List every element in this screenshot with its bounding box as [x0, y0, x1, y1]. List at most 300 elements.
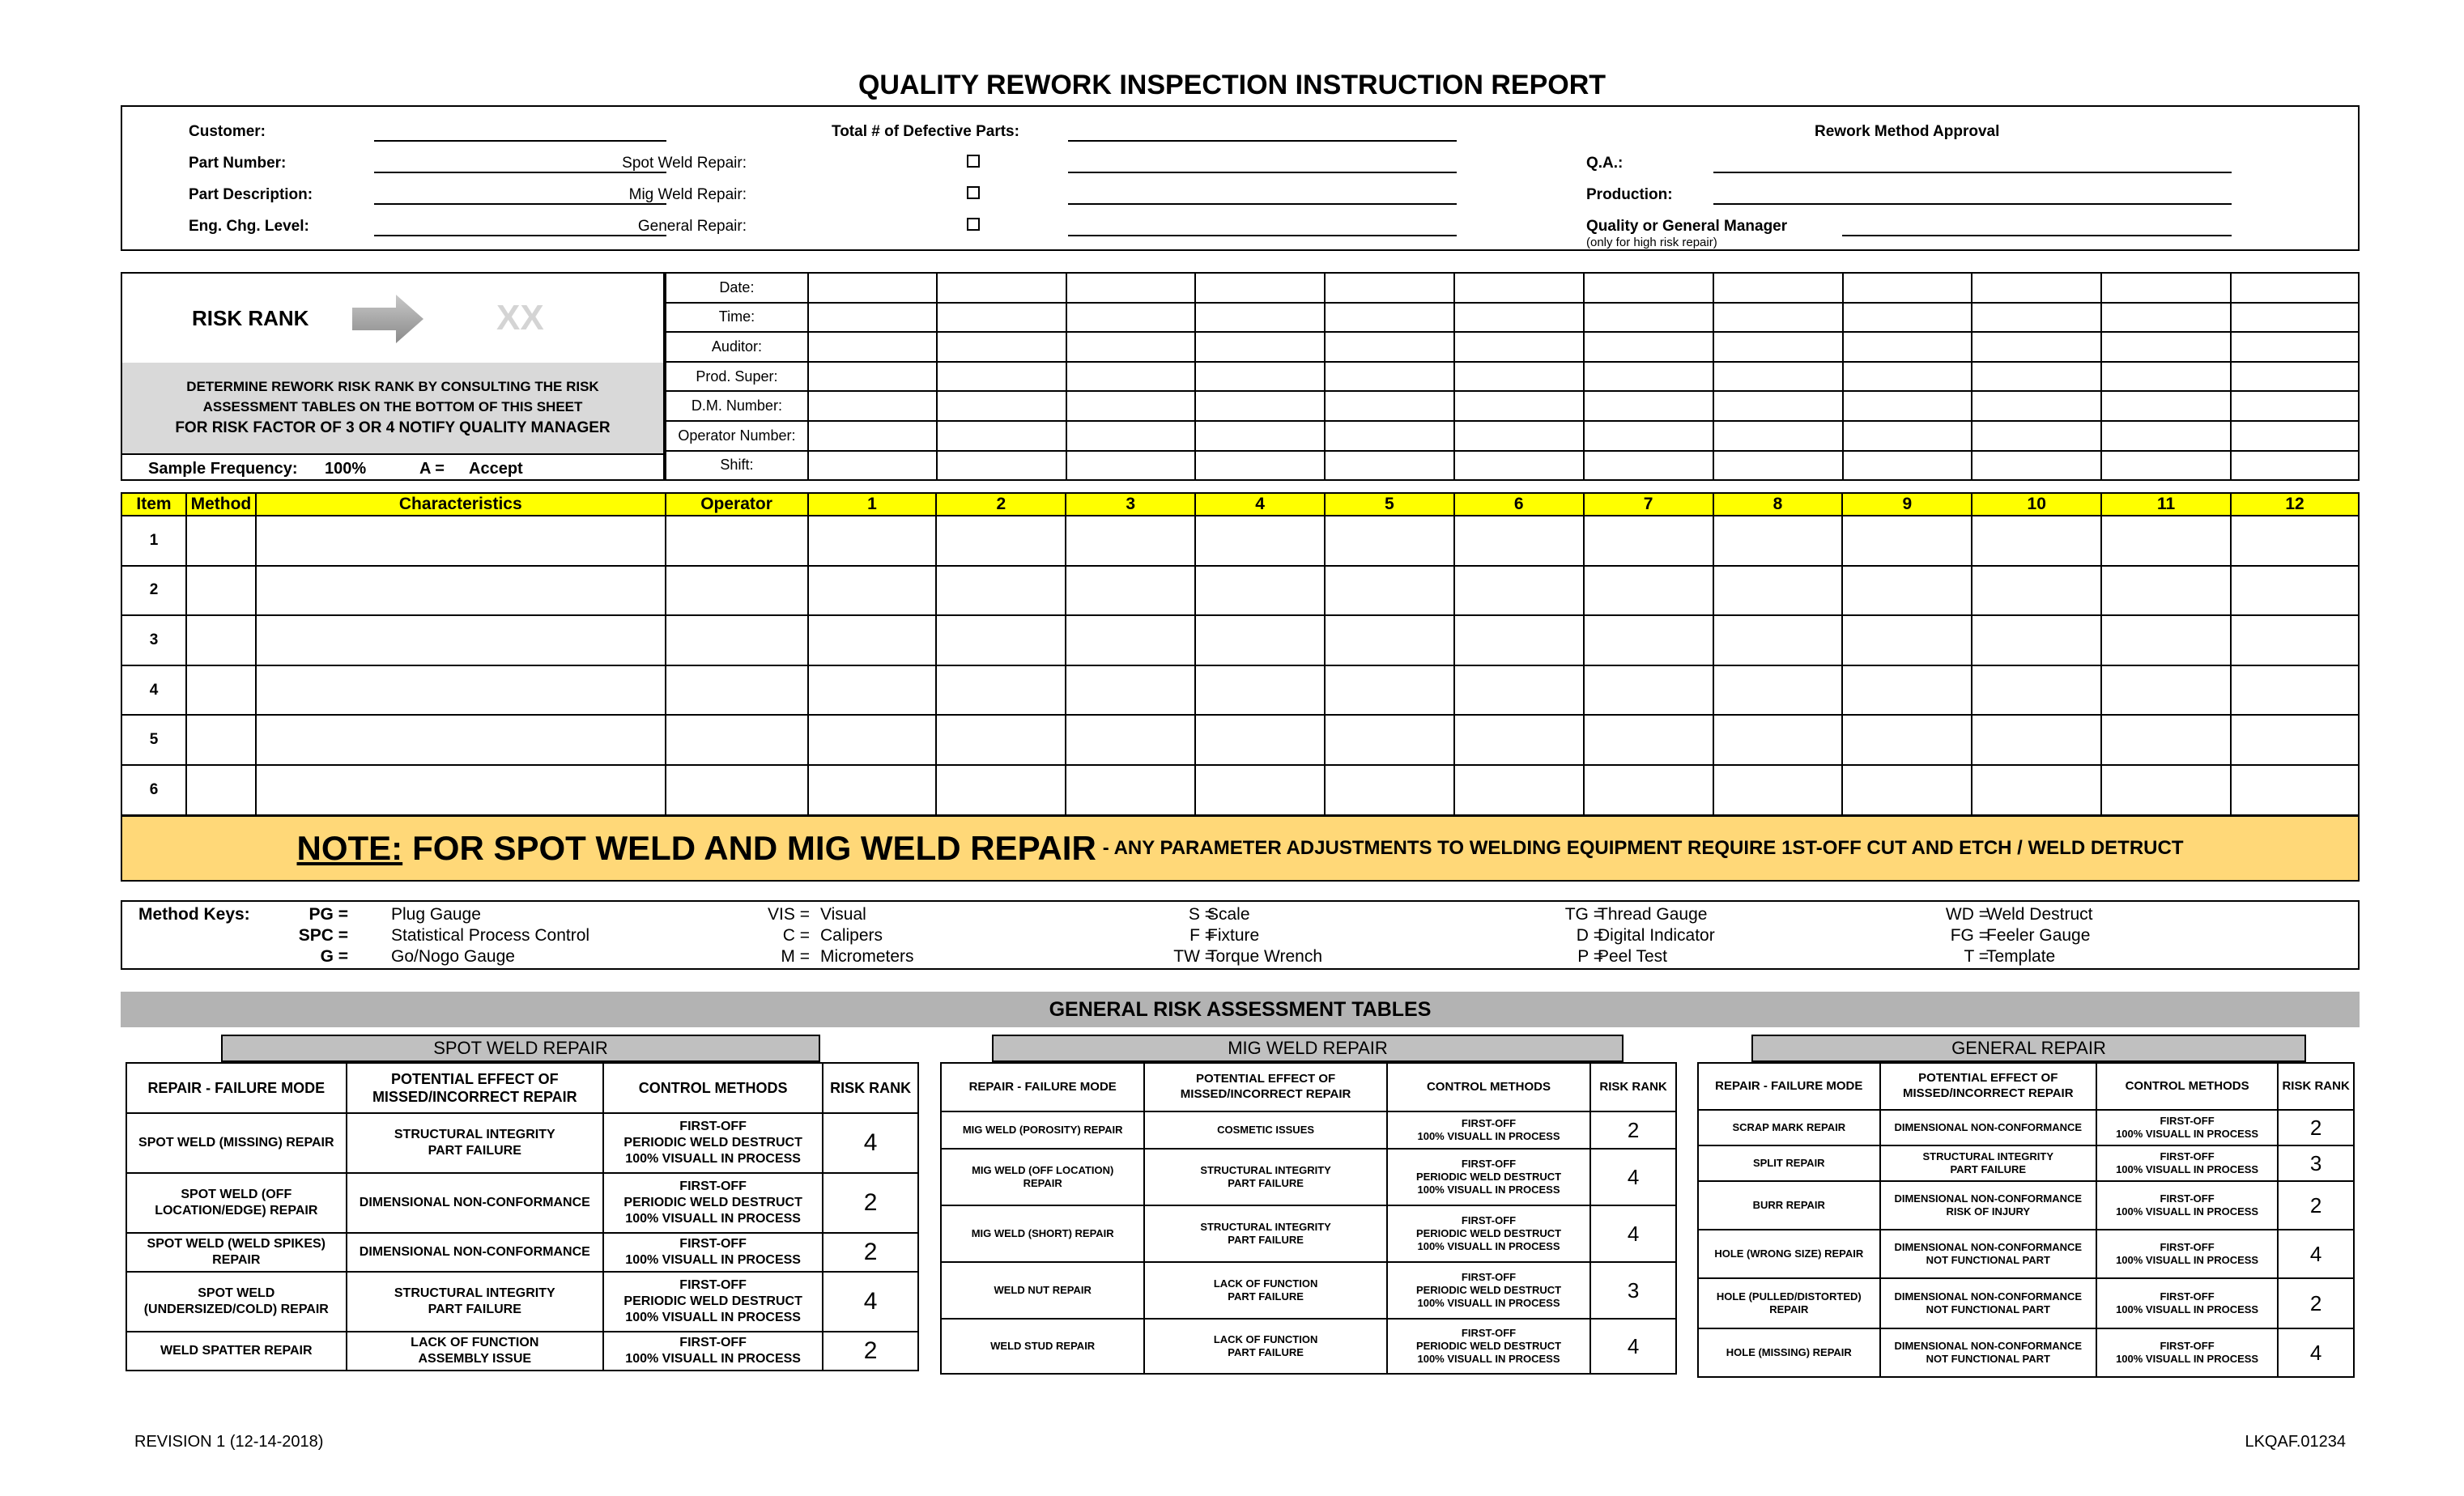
sample-column-header: 3	[1066, 493, 1195, 516]
control-methods-cell: FIRST-OFF PERIODIC WELD DESTRUCT 100% VISUALL IN PROCESS	[603, 1272, 823, 1332]
grid-cell[interactable]	[1195, 765, 1325, 815]
sample-column-header: 9	[1842, 493, 1972, 516]
info-cell[interactable]	[2231, 273, 2359, 303]
customer-label: Customer:	[189, 123, 266, 140]
note-label: NOTE:	[296, 829, 403, 867]
grid-cell[interactable]	[808, 516, 937, 566]
customer-field[interactable]	[374, 140, 666, 142]
effect-header-line-1: POTENTIAL EFFECT OF	[390, 1070, 559, 1087]
characteristics-grid	[121, 492, 2360, 816]
grid-cell[interactable]	[1454, 715, 1584, 765]
grid-cell[interactable]	[2101, 765, 2231, 815]
failure-mode-cell: HOLE (MISSING) REPAIR	[1698, 1328, 1880, 1377]
general-repair-checkbox[interactable]	[967, 218, 980, 231]
grid-cell[interactable]	[1066, 765, 1195, 815]
info-cell[interactable]	[808, 451, 937, 481]
grid-cell[interactable]	[1842, 715, 1972, 765]
grid-cell[interactable]	[666, 566, 808, 616]
info-cell[interactable]	[1195, 451, 1325, 481]
info-cell[interactable]	[808, 303, 937, 333]
info-cell[interactable]	[1195, 273, 1325, 303]
grid-cell[interactable]	[1454, 665, 1584, 716]
control-methods-cell: FIRST-OFF 100% VISUALL IN PROCESS	[603, 1332, 823, 1371]
grid-cell[interactable]	[666, 615, 808, 665]
info-cell[interactable]	[1713, 451, 1843, 481]
sample-column-header: 11	[2101, 493, 2231, 516]
info-cell[interactable]	[1066, 273, 1196, 303]
grid-cell[interactable]	[1713, 516, 1843, 566]
spot-weld-repair-checkbox[interactable]	[967, 155, 980, 168]
grid-cell[interactable]	[2101, 615, 2231, 665]
failure-mode-cell: SPOT WELD (MISSING) REPAIR	[126, 1113, 347, 1173]
grid-cell[interactable]	[256, 715, 666, 765]
sample-column-header: 4	[1195, 493, 1325, 516]
info-cell[interactable]	[1713, 391, 1843, 421]
info-cell[interactable]	[1325, 273, 1454, 303]
info-cell[interactable]	[1843, 391, 1972, 421]
grid-cell[interactable]	[1325, 516, 1454, 566]
grid-cell[interactable]	[1454, 516, 1584, 566]
grid-cell[interactable]	[1195, 516, 1325, 566]
risk-rank-cell: 2	[823, 1173, 918, 1233]
control-methods-cell: FIRST-OFF PERIODIC WELD DESTRUCT 100% VISUALL IN PROCESS	[1387, 1319, 1590, 1374]
grid-cell[interactable]	[2101, 516, 2231, 566]
document-code: LKQAF.01234	[2245, 1433, 2346, 1451]
info-cell[interactable]	[1066, 303, 1196, 333]
grid-cell[interactable]	[186, 765, 256, 815]
potential-effect-cell: DIMENSIONAL NON-CONFORMANCE	[347, 1233, 603, 1272]
info-cell[interactable]	[937, 332, 1066, 362]
failure-mode-cell: SPOT WELD (UNDERSIZED/COLD) REPAIR	[126, 1272, 347, 1332]
page-title: QUALITY REWORK INSPECTION INSTRUCTION REPORT	[858, 70, 1606, 100]
info-cell[interactable]	[1325, 451, 1454, 481]
grid-cell[interactable]	[2231, 615, 2359, 665]
grid-cell[interactable]	[666, 665, 808, 716]
grid-cell[interactable]	[1972, 715, 2101, 765]
info-cell[interactable]	[1843, 303, 1972, 333]
info-cell[interactable]	[1454, 273, 1584, 303]
note-detail: - ANY PARAMETER ADJUSTMENTS TO WELDING EQUIPMENT REQUIRE 1ST-OFF CUT AND ETCH / WELD DETRUCT	[1102, 837, 2184, 859]
info-cell[interactable]	[937, 303, 1066, 333]
info-cell[interactable]	[1195, 421, 1325, 451]
risk-rank-cell: 4	[1590, 1205, 1676, 1262]
grid-cell[interactable]	[808, 615, 937, 665]
failure-mode-header: REPAIR - FAILURE MODE	[126, 1063, 347, 1113]
info-cell[interactable]	[2101, 451, 2231, 481]
control-methods-cell: FIRST-OFF PERIODIC WELD DESTRUCT 100% VISUALL IN PROCESS	[1387, 1262, 1590, 1319]
info-cell[interactable]	[1843, 332, 1972, 362]
info-cell[interactable]	[2101, 421, 2231, 451]
info-cell[interactable]	[1843, 451, 1972, 481]
grid-cell[interactable]	[1454, 566, 1584, 616]
info-cell[interactable]	[1066, 391, 1196, 421]
grid-cell[interactable]	[256, 566, 666, 616]
sample-column-header: 7	[1584, 493, 1713, 516]
grid-cell[interactable]	[186, 665, 256, 716]
table-row	[126, 1113, 918, 1173]
fg-desc: Feeler Gauge	[1986, 926, 2091, 945]
info-cell[interactable]	[1454, 391, 1584, 421]
potential-effect-cell: LACK OF FUNCTION PART FAILURE	[1144, 1319, 1386, 1374]
grid-cell[interactable]	[1842, 566, 1972, 616]
quality-manager-field[interactable]	[1842, 235, 2232, 236]
grid-cell[interactable]	[1713, 765, 1843, 815]
grid-cell[interactable]	[186, 715, 256, 765]
tg-code: TG =	[1564, 905, 1603, 924]
info-cell[interactable]	[1972, 391, 2101, 421]
grid-cell[interactable]	[256, 615, 666, 665]
risk-instruction-band	[122, 363, 663, 453]
info-cell[interactable]	[1066, 332, 1196, 362]
info-cell[interactable]	[1195, 332, 1325, 362]
mig-weld-repair-checkbox[interactable]	[967, 186, 980, 199]
info-cell[interactable]	[2101, 273, 2231, 303]
grid-cell[interactable]	[2231, 516, 2359, 566]
grid-cell[interactable]	[1584, 566, 1713, 616]
info-cell[interactable]	[1454, 451, 1584, 481]
info-cell[interactable]	[1066, 421, 1196, 451]
info-cell[interactable]	[1325, 303, 1454, 333]
eng-chg-level-field[interactable]	[374, 235, 666, 236]
info-cell[interactable]	[1584, 421, 1713, 451]
t-code: T =	[1964, 947, 1989, 966]
info-cell[interactable]	[1843, 421, 1972, 451]
risk-table-header-row	[941, 1063, 1676, 1111]
info-cell[interactable]	[2101, 332, 2231, 362]
info-cell[interactable]	[1843, 273, 1972, 303]
grid-cell[interactable]	[936, 715, 1066, 765]
control-methods-cell: FIRST-OFF 100% VISUALL IN PROCESS	[2096, 1110, 2278, 1145]
table-row	[126, 1233, 918, 1272]
grid-cell[interactable]	[256, 516, 666, 566]
info-row	[666, 391, 2359, 421]
grid-cell[interactable]	[1066, 615, 1195, 665]
grid-cell[interactable]	[1842, 765, 1972, 815]
revision-label: REVISION 1 (12-14-2018)	[134, 1433, 324, 1451]
grid-cell[interactable]	[256, 665, 666, 716]
failure-mode-cell: MIG WELD (POROSITY) REPAIR	[941, 1111, 1144, 1149]
table-row	[1698, 1230, 2354, 1278]
a-label: A =	[419, 460, 445, 478]
info-row	[666, 451, 2359, 481]
info-cell[interactable]	[2101, 391, 2231, 421]
info-cell[interactable]	[1454, 362, 1584, 392]
grid-cell[interactable]	[1713, 665, 1843, 716]
risk-rank-cell: 4	[823, 1272, 918, 1332]
grid-cell[interactable]	[2231, 566, 2359, 616]
grid-cell[interactable]	[2231, 665, 2359, 716]
grid-cell[interactable]	[1195, 566, 1325, 616]
grid-cell[interactable]	[2231, 765, 2359, 815]
risk-rank-cell: 3	[1590, 1262, 1676, 1319]
grid-cell[interactable]	[1325, 665, 1454, 716]
total-defective-field[interactable]	[1068, 140, 1457, 142]
info-cell[interactable]	[1454, 421, 1584, 451]
effect-header-line-2: MISSED/INCORRECT REPAIR	[1180, 1087, 1351, 1101]
potential-effect-cell: DIMENSIONAL NON-CONFORMANCE	[347, 1173, 603, 1233]
risk-rank-header: RISK RANK	[2278, 1063, 2354, 1110]
table-row	[126, 1173, 918, 1233]
info-cell[interactable]	[1972, 421, 2101, 451]
info-cell[interactable]	[1454, 332, 1584, 362]
grid-cell[interactable]	[1713, 615, 1843, 665]
info-cell[interactable]	[1066, 362, 1196, 392]
risk-table-header-row	[1698, 1063, 2354, 1110]
grid-cell[interactable]	[1842, 615, 1972, 665]
general-repair-risk-table	[1697, 1062, 2355, 1378]
info-cell[interactable]	[1713, 303, 1843, 333]
info-cell[interactable]	[1713, 421, 1843, 451]
operator-column-header: Operator	[666, 493, 808, 516]
grid-cell[interactable]	[2101, 566, 2231, 616]
grid-cell[interactable]	[1584, 615, 1713, 665]
info-cell[interactable]	[1325, 332, 1454, 362]
info-cell[interactable]	[1972, 273, 2101, 303]
potential-effect-cell: DIMENSIONAL NON-CONFORMANCE NOT FUNCTIONAL PART	[1880, 1278, 2096, 1328]
info-cell[interactable]	[2231, 391, 2359, 421]
risk-rank-cell: 2	[1590, 1111, 1676, 1149]
instruction-line-3: FOR RISK FACTOR OF 3 OR 4 NOTIFY QUALITY MANAGER	[175, 419, 611, 436]
sample-column-header: 6	[1454, 493, 1584, 516]
grid-cell[interactable]	[666, 715, 808, 765]
grid-cell[interactable]	[1584, 516, 1713, 566]
info-row-label: Shift:	[666, 451, 808, 481]
info-row-label: Date:	[666, 273, 808, 303]
risk-rank-cell: 4	[1590, 1319, 1676, 1374]
info-cell[interactable]	[808, 421, 937, 451]
item-number: 1	[121, 516, 186, 566]
risk-table-header-row	[126, 1063, 918, 1113]
grid-cell[interactable]	[256, 765, 666, 815]
info-row-label: Operator Number:	[666, 421, 808, 451]
s-code: S =	[1188, 905, 1215, 924]
info-cell[interactable]	[1066, 451, 1196, 481]
info-row	[666, 421, 2359, 451]
failure-mode-cell: MIG WELD (SHORT) REPAIR	[941, 1205, 1144, 1262]
table-row	[1698, 1145, 2354, 1181]
sample-column-header: 2	[936, 493, 1066, 516]
info-cell[interactable]	[937, 451, 1066, 481]
info-cell[interactable]	[1713, 362, 1843, 392]
info-cell[interactable]	[1325, 391, 1454, 421]
info-cell[interactable]	[1713, 332, 1843, 362]
info-cell[interactable]	[2231, 421, 2359, 451]
effect-header-line-2: MISSED/INCORRECT REPAIR	[1902, 1086, 2074, 1100]
table-row	[941, 1149, 1676, 1205]
spot-weld-repair-label: Spot Weld Repair:	[622, 155, 747, 172]
grid-cell[interactable]	[808, 665, 937, 716]
info-cell[interactable]	[1584, 362, 1713, 392]
rework-method-approval-label: Rework Method Approval	[1815, 123, 2000, 140]
table-row	[941, 1205, 1676, 1262]
grid-cell[interactable]	[2231, 715, 2359, 765]
grid-cell[interactable]	[1584, 665, 1713, 716]
info-cell[interactable]	[1454, 303, 1584, 333]
info-cell[interactable]	[2101, 303, 2231, 333]
risk-rank-label: RISK RANK	[192, 306, 309, 330]
grid-cell[interactable]	[1972, 615, 2101, 665]
production-field[interactable]	[1713, 203, 2232, 205]
grid-cell[interactable]	[1972, 765, 2101, 815]
grid-cell[interactable]	[1713, 715, 1843, 765]
grid-cell[interactable]	[936, 566, 1066, 616]
grid-cell[interactable]	[1454, 765, 1584, 815]
info-cell[interactable]	[1972, 451, 2101, 481]
grid-cell[interactable]	[808, 715, 937, 765]
info-cell[interactable]	[1584, 451, 1713, 481]
info-cell[interactable]	[1195, 391, 1325, 421]
grid-cell[interactable]	[1972, 566, 2101, 616]
grid-cell[interactable]	[1972, 665, 2101, 716]
risk-rank-value[interactable]: XX	[496, 298, 544, 338]
c-desc: Calipers	[820, 926, 883, 945]
mig-weld-repair-field[interactable]	[1068, 203, 1457, 205]
grid-cell[interactable]	[1325, 765, 1454, 815]
info-cell[interactable]	[1584, 303, 1713, 333]
grid-cell[interactable]	[1325, 615, 1454, 665]
effect-header-line-1: POTENTIAL EFFECT OF	[1918, 1071, 2058, 1086]
risk-rank-cell: 4	[1590, 1149, 1676, 1205]
grid-cell[interactable]	[666, 516, 808, 566]
info-cell[interactable]	[808, 362, 937, 392]
grid-cell[interactable]	[936, 516, 1066, 566]
a-value: Accept	[469, 460, 523, 478]
failure-mode-header: REPAIR - FAILURE MODE	[1698, 1063, 1880, 1110]
qa-field[interactable]	[1713, 172, 2232, 173]
grid-cell[interactable]	[186, 516, 256, 566]
spot-weld-repair-field[interactable]	[1068, 172, 1457, 173]
info-cell[interactable]	[1972, 303, 2101, 333]
item-number: 2	[121, 566, 186, 616]
sample-column-header: 10	[1972, 493, 2101, 516]
grid-cell[interactable]	[1195, 665, 1325, 716]
risk-rank-cell: 2	[823, 1233, 918, 1272]
info-cell[interactable]	[2231, 451, 2359, 481]
grid-cell[interactable]	[808, 765, 937, 815]
info-cell[interactable]	[937, 273, 1066, 303]
potential-effect-cell: STRUCTURAL INTEGRITY PART FAILURE	[1144, 1149, 1386, 1205]
info-cell[interactable]	[1584, 391, 1713, 421]
info-cell[interactable]	[2231, 362, 2359, 392]
grid-cell[interactable]	[1066, 665, 1195, 716]
grid-cell[interactable]	[1195, 615, 1325, 665]
spot-weld-risk-table	[126, 1062, 919, 1371]
item-number: 6	[121, 765, 186, 815]
grid-cell[interactable]	[1842, 665, 1972, 716]
info-cell[interactable]	[937, 391, 1066, 421]
table-row	[1698, 1110, 2354, 1145]
d-desc: Digital Indicator	[1598, 926, 1715, 945]
risk-rank-cell: 2	[2278, 1181, 2354, 1230]
failure-mode-cell: WELD NUT REPAIR	[941, 1262, 1144, 1319]
risk-rank-cell: 3	[2278, 1145, 2354, 1181]
info-cell[interactable]	[2101, 362, 2231, 392]
grid-cell[interactable]	[1842, 516, 1972, 566]
grid-cell[interactable]	[936, 665, 1066, 716]
tg-desc: Thread Gauge	[1598, 905, 1708, 924]
info-cell[interactable]	[1584, 332, 1713, 362]
grid-cell[interactable]	[1584, 715, 1713, 765]
potential-effect-cell: COSMETIC ISSUES	[1144, 1111, 1386, 1149]
info-cell[interactable]	[1325, 362, 1454, 392]
part-description-label: Part Description:	[189, 186, 313, 203]
grid-cell[interactable]	[1066, 566, 1195, 616]
info-row	[666, 332, 2359, 362]
info-row-label: Prod. Super:	[666, 362, 808, 392]
potential-effect-cell: STRUCTURAL INTEGRITY PART FAILURE	[347, 1113, 603, 1173]
failure-mode-cell: SPOT WELD (WELD SPIKES) REPAIR	[126, 1233, 347, 1272]
table-row	[1698, 1181, 2354, 1230]
grid-cell[interactable]	[1454, 615, 1584, 665]
info-cell[interactable]	[2231, 303, 2359, 333]
part-description-field[interactable]	[374, 203, 666, 205]
weld-repair-note	[121, 815, 2360, 882]
general-repair-field[interactable]	[1068, 235, 1457, 236]
grid-cell[interactable]	[1713, 566, 1843, 616]
info-cell[interactable]	[808, 332, 937, 362]
grid-cell[interactable]	[2101, 665, 2231, 716]
grid-cell[interactable]	[1584, 765, 1713, 815]
info-cell[interactable]	[1584, 273, 1713, 303]
method-keys-box	[121, 900, 2360, 970]
mig-weld-risk-table	[940, 1062, 1677, 1375]
info-cell[interactable]	[1843, 362, 1972, 392]
table-row	[121, 665, 2359, 716]
info-row	[666, 273, 2359, 303]
grid-cell[interactable]	[1325, 715, 1454, 765]
grid-cell[interactable]	[1195, 715, 1325, 765]
info-row	[666, 362, 2359, 392]
info-cell[interactable]	[1972, 332, 2101, 362]
d-code: D =	[1576, 926, 1603, 945]
inspection-info-table	[665, 272, 2360, 481]
info-cell[interactable]	[1195, 362, 1325, 392]
spot-weld-table-title: SPOT WELD REPAIR	[221, 1035, 820, 1062]
info-cell[interactable]	[937, 362, 1066, 392]
grid-cell[interactable]	[186, 615, 256, 665]
info-cell[interactable]	[1195, 303, 1325, 333]
grid-cell[interactable]	[2101, 715, 2231, 765]
grid-cell[interactable]	[1066, 516, 1195, 566]
c-code: C =	[782, 926, 810, 945]
instruction-line-2: ASSESSMENT TABLES ON THE BOTTOM OF THIS SHEET	[202, 399, 583, 414]
fg-code: FG =	[1950, 926, 1989, 945]
info-cell[interactable]	[1325, 421, 1454, 451]
method-column-header: Method	[186, 493, 256, 516]
p-code: P =	[1577, 947, 1603, 966]
potential-effect-cell: LACK OF FUNCTION PART FAILURE	[1144, 1262, 1386, 1319]
grid-cell[interactable]	[936, 765, 1066, 815]
info-cell[interactable]	[808, 391, 937, 421]
part-number-label: Part Number:	[189, 155, 287, 172]
grid-cell[interactable]	[936, 615, 1066, 665]
grid-cell[interactable]	[186, 566, 256, 616]
info-cell[interactable]	[2231, 332, 2359, 362]
info-cell[interactable]	[808, 273, 937, 303]
t-desc: Template	[1986, 947, 2056, 966]
grid-cell[interactable]	[1325, 566, 1454, 616]
grid-cell[interactable]	[808, 566, 937, 616]
item-number: 5	[121, 715, 186, 765]
grid-cell[interactable]	[1972, 516, 2101, 566]
grid-cell[interactable]	[666, 765, 808, 815]
info-cell[interactable]	[1972, 362, 2101, 392]
control-methods-header: CONTROL METHODS	[1387, 1063, 1590, 1111]
info-cell[interactable]	[937, 421, 1066, 451]
instruction-line-1: DETERMINE REWORK RISK RANK BY CONSULTING THE RISK	[186, 379, 599, 394]
info-cell[interactable]	[1713, 273, 1843, 303]
grid-cell[interactable]	[1066, 715, 1195, 765]
